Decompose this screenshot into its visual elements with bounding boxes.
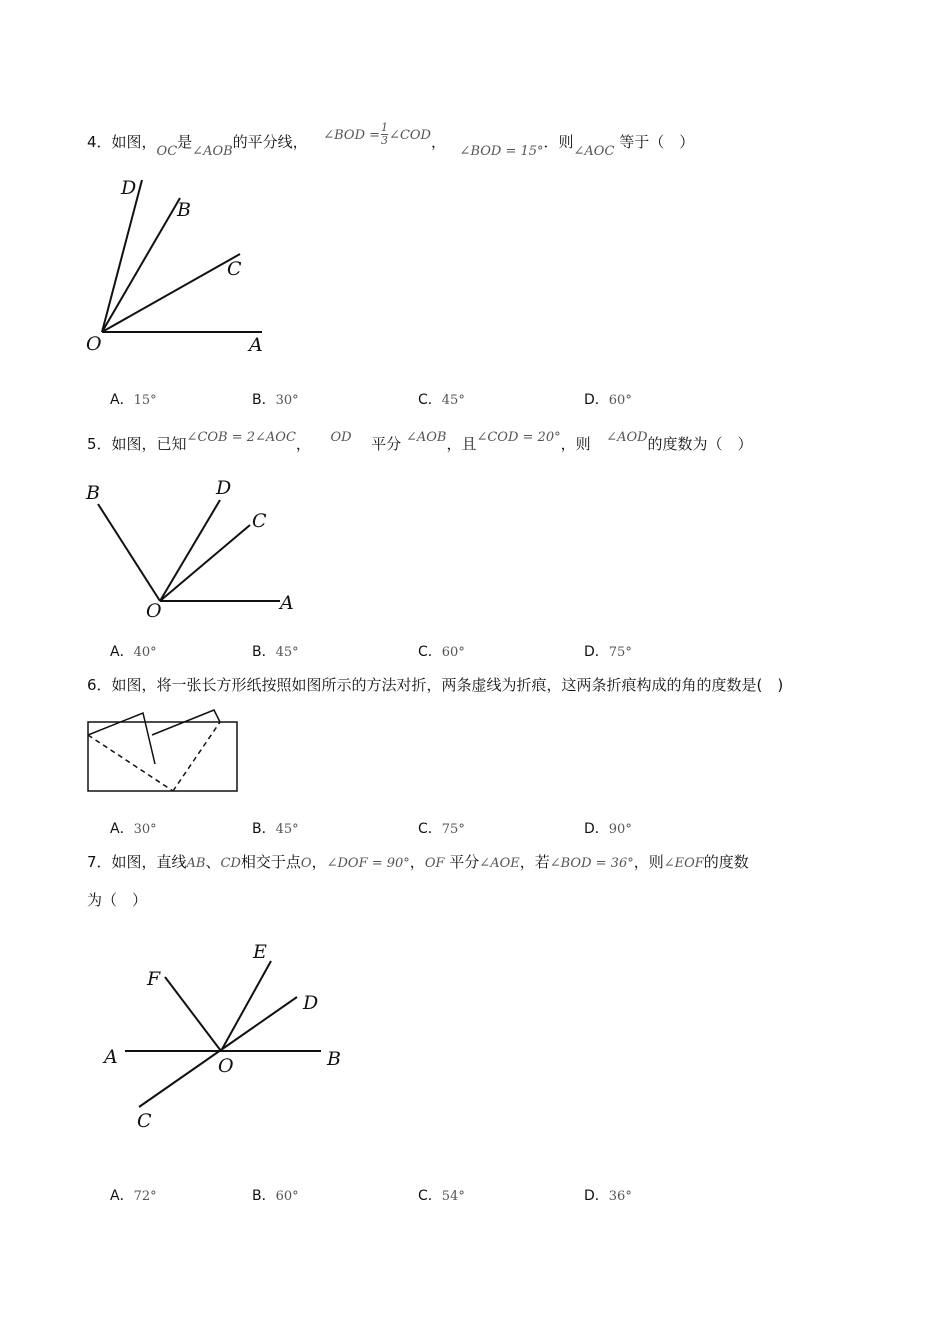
q7-option-b[interactable] [252, 1185, 299, 1205]
option-label: B． [252, 644, 276, 660]
option-value: 30° [133, 822, 157, 837]
option-label: C． [418, 644, 442, 660]
label-b: B [177, 199, 191, 221]
q7-aoe: ∠AOE [479, 856, 520, 871]
option-value: 60° [608, 393, 632, 408]
label-c: C [137, 1110, 152, 1132]
label-e: E [253, 941, 267, 963]
q5-text: ，且 [446, 435, 477, 453]
question-7-stem [87, 852, 749, 874]
q4-option-c[interactable] [418, 389, 465, 409]
q4-number: 4．如图， [87, 133, 157, 151]
ray-ob [98, 504, 160, 601]
option-value: 30° [275, 393, 299, 408]
q5-option-d[interactable] [584, 641, 632, 661]
q4-figure [80, 170, 280, 360]
q7-text: 相交于点 [240, 853, 301, 871]
q5-cod: ∠COD = 20° [476, 430, 561, 445]
crease-right [173, 722, 220, 791]
q4-text: 是 [177, 133, 193, 151]
q5-text: ， [295, 435, 311, 453]
label-d: D [216, 477, 232, 499]
ray-oe [221, 961, 271, 1051]
q7-dof: ∠DOF = 90° [326, 856, 410, 871]
q5-od: OD [330, 430, 352, 445]
label-d: D [303, 992, 319, 1014]
ray-oc [160, 525, 250, 601]
q4-fraction [381, 122, 388, 147]
q7-text: ， [409, 853, 425, 871]
option-value: 72° [133, 1189, 157, 1204]
label-c: C [252, 510, 267, 532]
option-label: C． [418, 1188, 442, 1204]
option-label: A． [110, 1188, 134, 1204]
option-value: 36° [608, 1189, 632, 1204]
q4-text: 的平分线， [232, 133, 308, 151]
option-value: 75° [608, 645, 632, 660]
option-label: C． [418, 821, 442, 837]
q7-eof: ∠EOF [663, 856, 704, 871]
q4-text: ．则 [543, 133, 574, 151]
q4-angle-aoc: ∠AOC [573, 144, 615, 159]
q4-eq1-left: ∠BOD = [323, 128, 381, 143]
label-a: A [104, 1046, 118, 1068]
question-5-stem [87, 430, 753, 456]
option-value: 45° [275, 645, 299, 660]
q6-option-b[interactable] [252, 818, 299, 838]
crease-left [88, 735, 173, 791]
option-label: A． [110, 392, 134, 408]
q6-figure [80, 705, 250, 800]
q5-figure [80, 475, 310, 625]
label-b: B [327, 1048, 341, 1070]
ray-od [102, 180, 142, 332]
q4-option-b[interactable] [252, 389, 299, 409]
q5-cob: ∠COB = 2∠AOC [186, 430, 296, 445]
q7-o: O [300, 856, 312, 871]
q7-text: 平分 [449, 853, 480, 871]
q7-text: ，则 [633, 853, 664, 871]
q4-angle-aob: ∠AOB [192, 144, 233, 159]
q4-text: 等于（ ） [619, 133, 695, 151]
q7-ab: AB [186, 856, 206, 871]
q4-text: ， [430, 133, 446, 151]
q4-option-a[interactable] [110, 389, 157, 409]
q4-option-d[interactable] [584, 389, 632, 409]
option-label: A． [110, 821, 134, 837]
label-a: A [280, 592, 294, 614]
q7-figure [95, 935, 355, 1135]
ray-od [160, 500, 220, 601]
q5-text: 平分 [371, 435, 402, 453]
q5-number: 5．如图，已知 [87, 435, 187, 453]
option-value: 15° [133, 393, 157, 408]
q7-option-a[interactable] [110, 1185, 157, 1205]
q4-frac-den: 3 [381, 134, 389, 147]
q5-option-b[interactable] [252, 641, 299, 661]
option-label: D． [584, 392, 609, 408]
q7-text: 、 [205, 853, 221, 871]
q7-cd: CD [220, 856, 241, 871]
option-value: 75° [441, 822, 465, 837]
q5-aob: ∠AOB [405, 430, 447, 445]
option-value: 60° [275, 1189, 299, 1204]
question-6-stem: 6．如图，将一张长方形纸按照如图所示的方法对折，两条虚线为折痕，这两条折痕构成的角的度数是( ) [87, 676, 784, 694]
question-4-stem [87, 121, 695, 159]
label-c: C [227, 258, 242, 280]
q7-text: ， [311, 853, 327, 871]
q6-option-d[interactable] [584, 818, 632, 838]
q4-ray-oc: OC [156, 144, 178, 159]
label-b: B [86, 482, 100, 504]
option-value: 90° [608, 822, 632, 837]
option-value: 54° [441, 1189, 465, 1204]
option-label: D． [584, 644, 609, 660]
q4-eq2: ∠BOD = 15° [459, 144, 544, 159]
option-value: 60° [441, 645, 465, 660]
q7-text: ，若 [519, 853, 550, 871]
option-value: 45° [441, 393, 465, 408]
q4-eq1-right: ∠COD [389, 128, 431, 143]
q7-option-c[interactable] [418, 1185, 465, 1205]
q7-of: OF [424, 856, 445, 871]
option-label: A． [110, 644, 134, 660]
q6-option-a[interactable] [110, 818, 157, 838]
q4-frac-num: 1 [381, 121, 389, 134]
option-label: D． [584, 821, 609, 837]
q5-text: ，则 [560, 435, 591, 453]
q5-aod: ∠AOD [606, 430, 648, 445]
q7-bod: ∠BOD = 36° [549, 856, 634, 871]
question-7-stem-line2: 为（ ） [87, 891, 148, 909]
option-label: B． [252, 1188, 276, 1204]
label-d: D [121, 177, 137, 199]
label-o: O [146, 600, 162, 622]
label-o: O [86, 333, 102, 355]
option-label: B． [252, 821, 276, 837]
label-f: F [147, 968, 161, 990]
paper-rectangle [88, 722, 237, 791]
q5-option-a[interactable] [110, 641, 157, 661]
ray-of [165, 977, 221, 1051]
q7-text: 的度数 [703, 853, 749, 871]
q5-option-c[interactable] [418, 641, 465, 661]
q6-option-c[interactable] [418, 818, 465, 838]
option-label: B． [252, 392, 276, 408]
option-value: 45° [275, 822, 299, 837]
option-label: D． [584, 1188, 609, 1204]
q7-number: 7．如图，直线 [87, 853, 187, 871]
q5-text: 的度数为（ ） [647, 435, 753, 453]
label-a: A [249, 334, 263, 356]
option-label: C． [418, 392, 442, 408]
option-value: 40° [133, 645, 157, 660]
ray-oc [102, 254, 240, 332]
q7-option-d[interactable] [584, 1185, 632, 1205]
label-o: O [218, 1055, 234, 1077]
ray-ob [102, 198, 180, 332]
